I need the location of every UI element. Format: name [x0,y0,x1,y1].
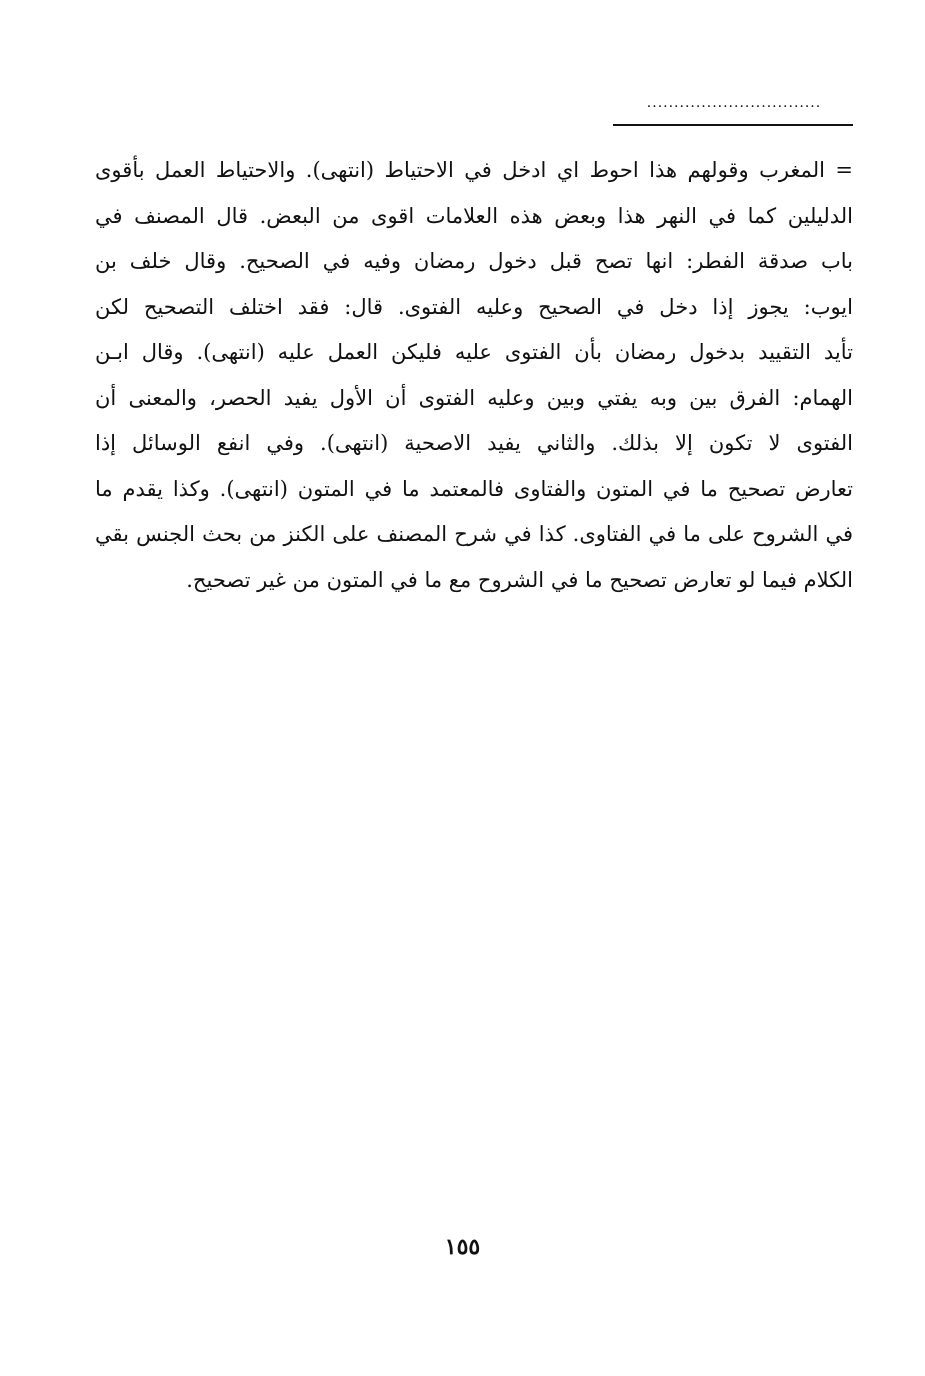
footnote-text-block [95,148,853,603]
footnote-line: = المغرب وقولهم هذا احوط اي ادخل في الاحتياط (انتهى). والاحتياط العمل بأقوى [95,158,853,182]
footnote-line: ايوب: يجوز إذا دخل في الصحيح وعليه الفتوى. قال: فقد اختلف التصحيح لكن [95,294,853,319]
footnote-line: الدليلين كما في النهر هذا وبعض هذه العلامات اقوى من البعض. قال المصنف في [95,203,853,228]
footnote-separator-rule [613,124,853,126]
footnote-line: تأيد التقييد بدخول رمضان بأن الفتوى عليه فليكن العمل عليه (انتهى). وقال ابـن [95,340,853,364]
footnote-line: الفتوى لا تكون إلا بذلك. والثاني يفيد الاصحية (انتهى). وفي انفع الوسائل إذا [95,431,853,455]
footnote-line: باب صدقة الفطر: انها تصح قبل دخول رمضان وفيه في الصحيح. وقال خلف بن [95,249,853,273]
footnote-line: الكلام فيما لو تعارض تصحيح ما في الشروح مع ما في المتون من غير تصحيح. [186,567,853,592]
footnote-separator-dots: ................................ [646,96,822,110]
footnote-line: الهمام: الفرق بين وبه يفتي وبين وعليه الفتوى أن الأول يفيد الحصر، والمعنى أن [95,385,853,410]
footnote-line: في الشروح على ما في الفتاوى. كذا في شرح المصنف على الكنز من بحث الجنس بقي [95,522,853,546]
footnote-line: تعارض تصحيح ما في المتون والفتاوى فالمعتمد ما في المتون (انتهى). وكذا يقدم ما [95,476,853,501]
page-number: ١٥٥ [444,1234,481,1260]
